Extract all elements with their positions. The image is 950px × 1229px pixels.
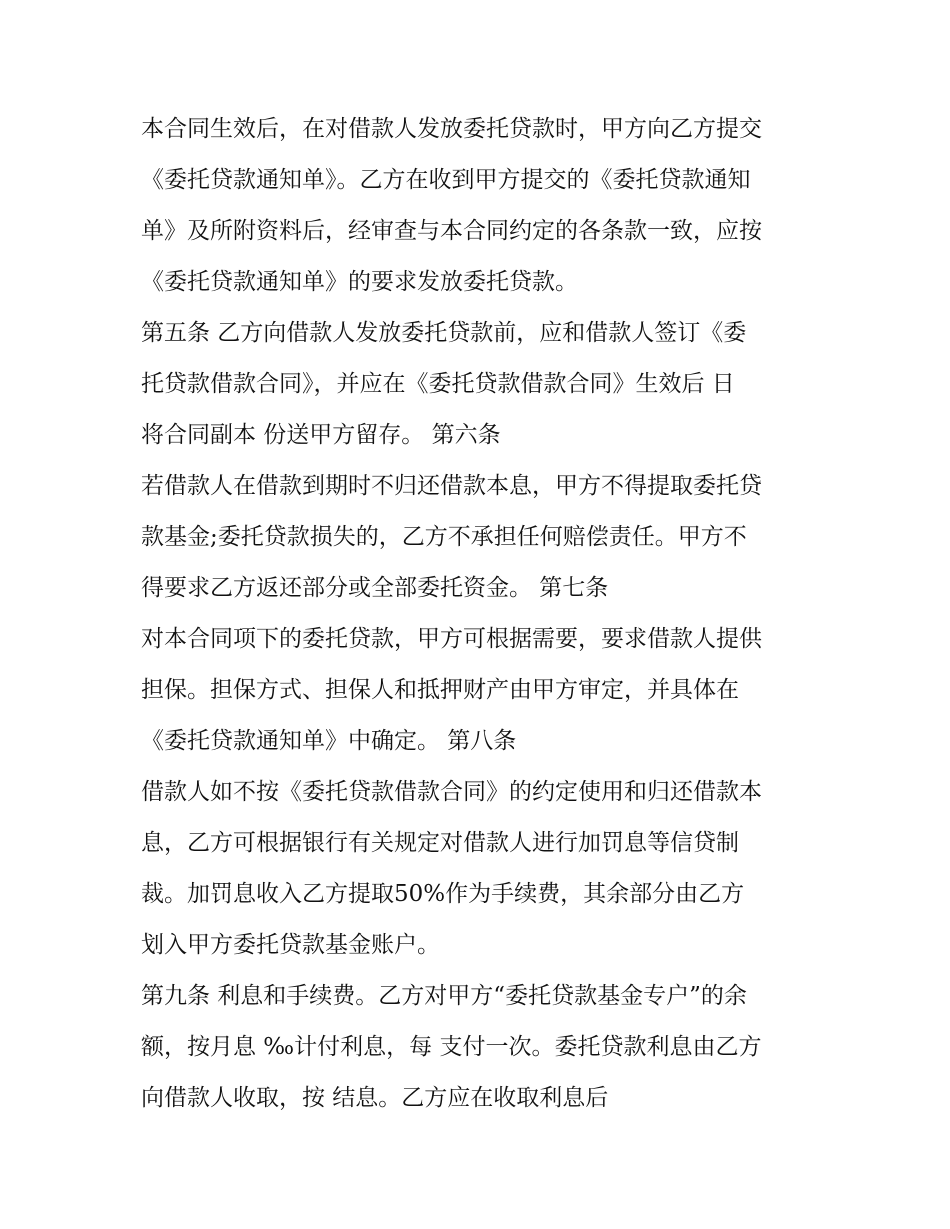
text-line: 第五条 乙方向借款人发放委托贷款前，应和借款人签订《委	[141, 320, 747, 346]
text-line: 《委托贷款通知单》。乙方在收到甲方提交的《委托贷款通知	[141, 167, 751, 193]
text-line: 款基金;委托贷款损失的，乙方不承担任何赔偿责任。甲方不	[141, 524, 747, 550]
text-line: 将合同副本 份送甲方留存。 第六条	[141, 422, 501, 448]
text-line: 第九条 利息和手续费。乙方对甲方“委托贷款基金专户”的余	[141, 983, 747, 1009]
text-line: 本合同生效后，在对借款人发放委托贷款时，甲方向乙方提交	[141, 116, 762, 142]
document-body	[141, 104, 821, 1124]
text-line: 担保。担保方式、担保人和抵押财产由甲方审定，并具体在	[141, 677, 739, 703]
text-line: 额，按月息 ‰计付利息，每 支付一次。委托贷款利息由乙方	[141, 1034, 762, 1060]
text-line: 《委托贷款通知单》中确定。 第八条	[141, 728, 517, 754]
text-line: 得要求乙方返还部分或全部委托资金。 第七条	[141, 575, 609, 601]
text-line: 裁。加罚息收入乙方提取50%作为手续费，其余部分由乙方	[141, 881, 745, 907]
text-line: 托贷款借款合同》，并应在《委托贷款借款合同》生效后 日	[141, 371, 735, 397]
text-line: 息，乙方可根据银行有关规定对借款人进行加罚息等信贷制	[141, 830, 739, 856]
text-line: 借款人如不按《委托贷款借款合同》的约定使用和归还借款本	[141, 779, 762, 805]
text-line: 单》及所附资料后，经审查与本合同约定的各条款一致，应按	[141, 218, 762, 244]
text-line: 若借款人在借款到期时不归还借款本息，甲方不得提取委托贷	[141, 473, 762, 499]
text-line: 《委托贷款通知单》的要求发放委托贷款。	[141, 269, 578, 295]
text-line: 对本合同项下的委托贷款，甲方可根据需要，要求借款人提供	[141, 626, 762, 652]
text-line: 向借款人收取，按 结息。乙方应在收取利息后	[141, 1085, 609, 1111]
text-line: 划入甲方委托贷款基金账户。	[141, 932, 440, 958]
